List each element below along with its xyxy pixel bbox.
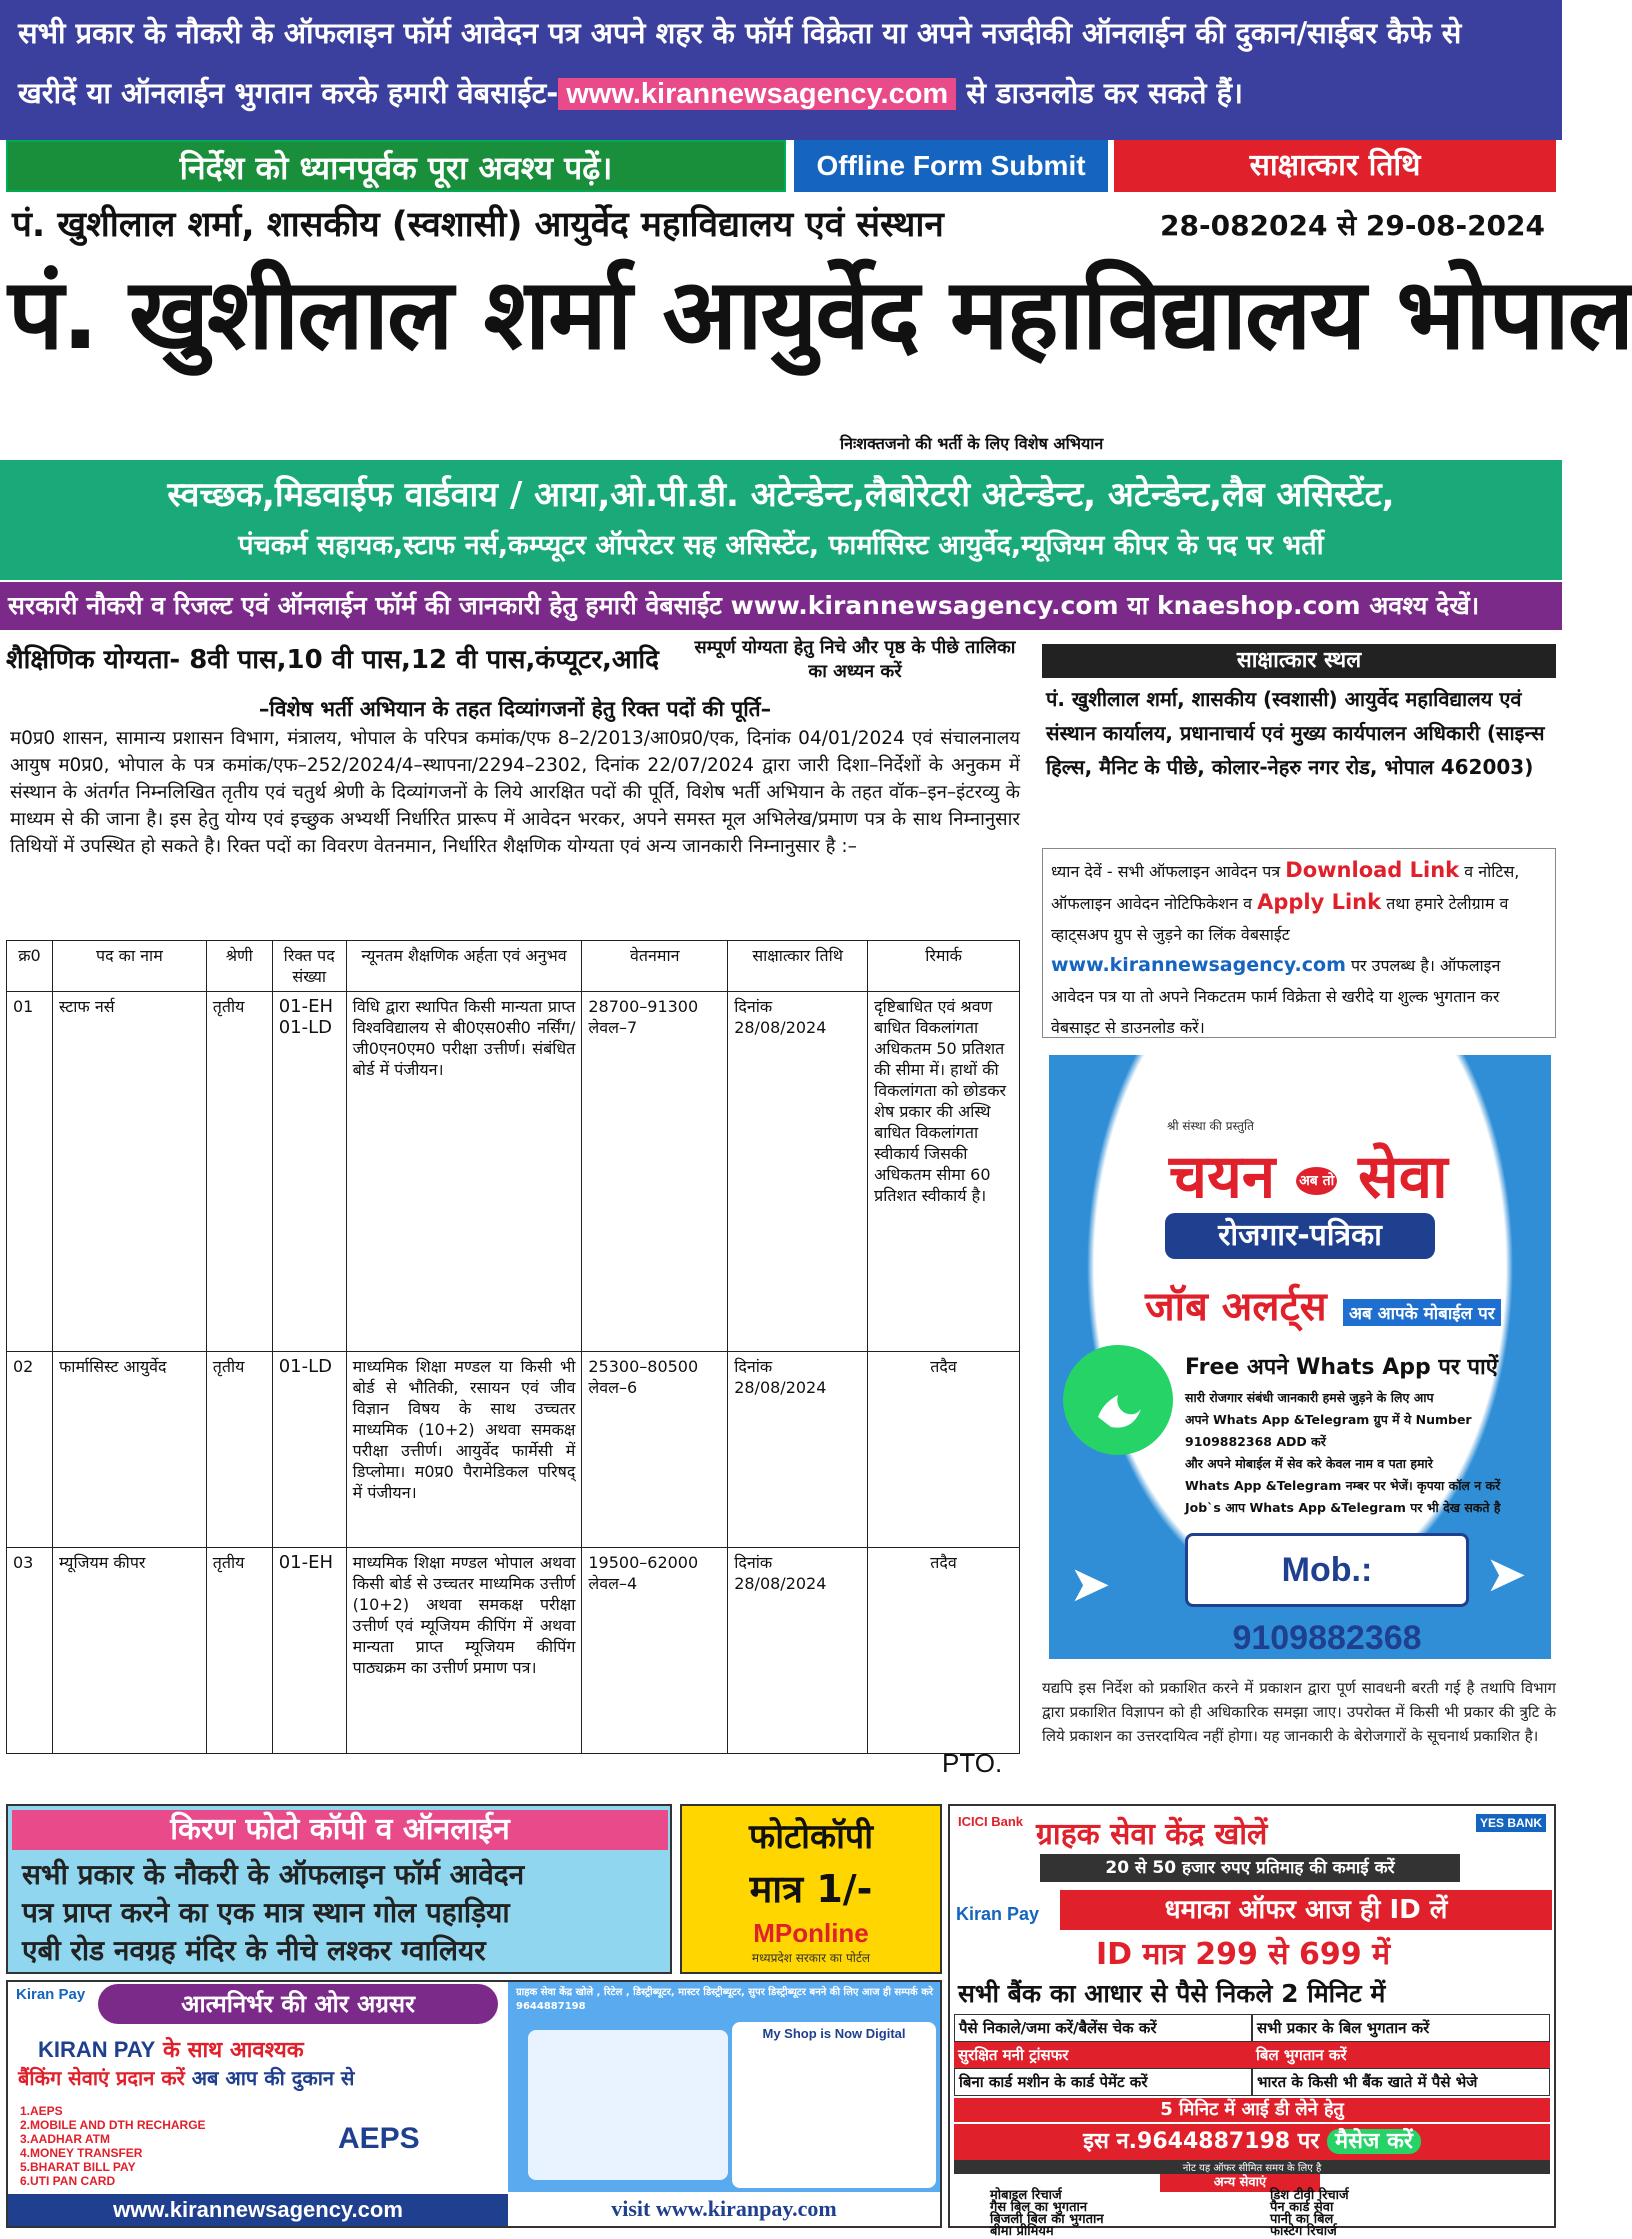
notice-body bbox=[10, 696, 1020, 860]
grahak-other-service: पैन कार्ड सेवा bbox=[1270, 2200, 1334, 2215]
qualification-note: सम्पूर्ण योग्यता हेतु निचे और पृष्ठ के पीछे तालिका का अध्यन करें bbox=[694, 637, 1016, 682]
table-cell-post: स्टाफ नर्स bbox=[52, 992, 206, 1352]
kiran-pay-ad bbox=[6, 1980, 942, 2228]
grahak-service: बिल भुगतान करें bbox=[1256, 2046, 1347, 2064]
atma-service: 2.MOBILE AND DTH RECHARGE bbox=[20, 2118, 206, 2132]
photocopy-ad-title: किरण फोटो कॉपी व ऑनलाईन bbox=[12, 1810, 668, 1850]
notice-website-link[interactable]: www.kirannewsagency.com bbox=[1051, 954, 1346, 976]
my-shop-digital: My Shop is Now Digital bbox=[762, 2026, 906, 2041]
phone-illustration bbox=[528, 2030, 728, 2180]
interview-date: 28-082024 से 29-08-2024 bbox=[1160, 209, 1546, 242]
chayan-desc: अपने Whats App &Telegram ग्रुप में ये Number 9109882368 ADD करें bbox=[1185, 1412, 1472, 1449]
table-header: रिक्त पद संख्या bbox=[272, 941, 346, 992]
download-link[interactable]: Download Link bbox=[1285, 858, 1460, 882]
chayan-desc: सारी रोजगार संबंधी जानकारी हमसे जुड़ने के लिए आप bbox=[1185, 1390, 1434, 1405]
table-cell-post: म्यूजियम कीपर bbox=[52, 1548, 206, 1754]
grahak-title: ग्राहक सेवा केंद्र खोलें bbox=[1036, 1817, 1268, 1852]
grahak-service: सभी प्रकार के बिल भुगतान करें bbox=[1252, 2014, 1550, 2042]
atma-line: अब आप की दुकान से bbox=[191, 2066, 355, 2090]
website-bar: सरकारी नौकरी व रिजल्ट एवं ऑनलाईन फॉर्म की जानकारी हेतु हमारी वेबसाईट www.kirannewsagency.com या knaeshop.com अवश्य देखें। bbox=[0, 582, 1562, 630]
grahak-id-price: ID मात्र 299 से 699 में bbox=[1096, 1937, 1391, 1972]
table-header: पद का नाम bbox=[52, 941, 206, 992]
grahak-aadhar: सभी बैंक का आधार से पैसे निकले 2 मिनिट में bbox=[958, 1979, 1386, 2008]
photocopy-label: फोटोकॉपी bbox=[749, 1817, 873, 1857]
grahak-offer: धमाका ऑफर आज ही ID लें bbox=[1060, 1890, 1552, 1930]
grahak-number: इस न.9644887198 पर bbox=[1083, 2129, 1320, 2154]
apply-link[interactable]: Apply Link bbox=[1257, 890, 1382, 914]
chayan-title-2: सेवा bbox=[1358, 1142, 1448, 1212]
table-cell-remark: तदैव bbox=[868, 1352, 1020, 1548]
photocopy-price-ad bbox=[680, 1804, 942, 1974]
grahak-service: सुरक्षित मनी ट्रांसफर bbox=[958, 2046, 1069, 2064]
banner-line-2 bbox=[18, 70, 1544, 117]
photocopy-ad-line: पत्र प्राप्त करने का एक मात्र स्थान गोल पहाड़िया bbox=[22, 1896, 510, 1929]
grahak-other-service: पानी का बिल bbox=[1270, 2212, 1334, 2227]
table-cell-date: दिनांक 28/08/2024 bbox=[728, 1548, 868, 1754]
notice-text: ध्यान देवें - सभी ऑफलाइन आवेदन पत्र bbox=[1051, 862, 1281, 881]
vacancy-table bbox=[6, 940, 1020, 1754]
table-cell-category: तृतीय bbox=[206, 1352, 272, 1548]
chayan-title-mid: अब तो bbox=[1296, 1167, 1337, 1195]
table-row bbox=[7, 992, 1020, 1352]
table-cell-pay: 19500–62000 लेवल–4 bbox=[582, 1548, 728, 1754]
grahak-service: बिना कार्ड मशीन के कार्ड पेमेंट करें bbox=[954, 2068, 1252, 2096]
grahak-message: मैसेज करें bbox=[1327, 2129, 1421, 2154]
top-banner bbox=[0, 0, 1562, 140]
interview-date-label: साक्षात्कार तिथि bbox=[1114, 140, 1556, 192]
atma-line: बैंकिंग सेवाएं प्रदान करें bbox=[18, 2066, 185, 2090]
grahak-five-min: 5 मिनिट में आई डी लेने हेतु bbox=[954, 2098, 1550, 2122]
kiran-pay-brand: Kiran Pay bbox=[16, 1986, 86, 2003]
grahak-other-service: बिजली बिल का भुगतान bbox=[990, 2212, 1104, 2227]
disclaimer: यद्यपि इस निर्देश को प्रकाशित करने में प्रकाशन द्वारा पूर्ण सावधनी बरती गई है तथापि विभाग द्वारा प्रकाशित विज्ञापन को ही अधिकारिक समझा जाए। उपरोक्त में किसी भी प्रकार की त्रुटि के लिये प्रकाशन का उत्तरदायित्व नहीं होगा। यह जानकारी के बेरोजगारों के सूचनार्थ प्रकाशित है। bbox=[1042, 1679, 1556, 1745]
table-cell-qualification: माध्यमिक शिक्षा मण्डल या किसी भी बोर्ड से भौतिकी, रसायन एवं जीव विज्ञान विषय के साथ उच्चतर माध्यमिक (10+2) अथवा समकक्ष परीक्षा उत्तीर्ण। आयुर्वेद फार्मेसी में डिप्लोमा। म0प्र0 पैरामेडिकल परिषद् में पंजीयन। bbox=[346, 1352, 582, 1548]
chayan-tag: श्री संस्था की प्रस्तुति bbox=[1167, 1119, 1254, 1133]
atma-service: 5.BHARAT BILL PAY bbox=[20, 2160, 136, 2174]
chayan-alerts: जॉब अलर्ट्स bbox=[1145, 1284, 1327, 1330]
table-cell-vacancy: 01-EH 01-LD bbox=[272, 992, 346, 1352]
grahak-other-service: गैस बिल का भुगतान bbox=[990, 2200, 1088, 2215]
chayan-seva-ad bbox=[1046, 1052, 1554, 1662]
banner-line-1: सभी प्रकार के नौकरी के ऑफलाइन फॉर्म आवेदन पत्र अपने शहर के फॉर्म विक्रेता या अपने नजदीकी ऑनलाईन की दुकान/साईबर कैफे से bbox=[18, 16, 1462, 50]
table-header: न्यूनतम शैक्षणिक अर्हता एवं अनुभव bbox=[346, 941, 582, 992]
table-cell-qualification: माध्यमिक शिक्षा मण्डल भोपाल अथवा किसी बोर्ड से उच्चतर माध्यमिक उत्तीर्ण (10+2) अथवा समकक्ष परीक्षा उत्तीर्ण एवं म्यूजियम कीपिंग में अथवा मान्यता प्राप्त म्यूजियम कीपिंग पाठ्यक्रम का उत्तीर्ण प्रमाण पत्र। bbox=[346, 1548, 582, 1754]
table-header-row bbox=[7, 941, 1020, 992]
venue-address: पं. खुशीलाल शर्मा, शासकीय (स्वशासी) आयुर्वेद महाविद्यालय एवं संस्थान कार्यालय, प्रधानाचार्य एवं मुख्य कार्यपालन अधिकारी (साइन्स हिल्स, मैनिट के पीछे, कोलार-नेहरु नगर रोड, भोपाल 462003) bbox=[1046, 687, 1545, 779]
table-cell-no: 03 bbox=[7, 1548, 53, 1754]
aeps-logo: AEPS bbox=[338, 2122, 420, 2155]
table-cell-pay: 28700–91300 लेवल–7 bbox=[582, 992, 728, 1352]
chayan-desc: Job`s आप Whats App &Telegram पर भी देख सकते है bbox=[1185, 1500, 1501, 1515]
venue-heading: साक्षात्कार स्थल bbox=[1042, 644, 1556, 678]
table-cell-post: फार्मासिस्ट आयुर्वेद bbox=[52, 1352, 206, 1548]
offline-form-submit-badge: Offline Form Submit bbox=[794, 140, 1108, 192]
atma-top-note: ग्राहक सेवा केंद्र खोले , रिटेल , डिस्ट्रीब्यूटर, मास्टर डिस्ट्रीब्यूटर, सुपर डिस्ट्रीब्यूटर बनने की लिए आज ही सम्पर्क करे 9644887198 bbox=[516, 1987, 933, 2012]
atma-service: 4.MONEY TRANSFER bbox=[20, 2146, 143, 2160]
grahak-other-service: बीमा प्रीमियम bbox=[990, 2224, 1054, 2239]
pto-label: PTO. bbox=[942, 1748, 1003, 1778]
kiranpay-visit-link[interactable]: visit www.kiranpay.com bbox=[508, 2192, 940, 2226]
grahak-seva-ad bbox=[948, 1804, 1556, 2239]
grahak-other-service: डिश टीवी रिचार्ज bbox=[1270, 2188, 1349, 2203]
chayan-mobile: Mob.: 9109882368 bbox=[1185, 1533, 1469, 1607]
table-cell-category: तृतीय bbox=[206, 1548, 272, 1754]
table-row bbox=[7, 1548, 1020, 1754]
posts-line-1: स्वच्छक,मिडवाईफ वार्डवाय / आया,ओ.पी.डी. अटेन्डेन्ट,लैबोरेटरी अटेन्डेन्ट, अटेन्डेन्ट,लैब असिस्टेंट, bbox=[167, 475, 1395, 515]
paper-plane-icon: ➤ bbox=[1069, 1555, 1111, 1613]
banner-line-2-pre: खरीदें या ऑनलाईन भुगतान करके हमारी वेबसाईट- bbox=[18, 76, 559, 110]
table-cell-no: 01 bbox=[7, 992, 53, 1352]
page-title: पं. खुशीलाल शर्मा आयुर्वेद महाविद्यालय भोपाल bbox=[8, 258, 1632, 372]
special-drive-note: निःशक्तजनो की भर्ती के लिए विशेष अभियान bbox=[840, 434, 1104, 453]
chayan-free: Free अपने Whats App पर पाऐं bbox=[1185, 1355, 1498, 1380]
mponline-logo: MPonline bbox=[753, 1918, 869, 1948]
whatsapp-icon bbox=[1063, 1345, 1173, 1455]
table-cell-remark: दृष्टिबाधित एवं श्रवण बाधित विकलांगता अधिकतम 50 प्रतिशत की सीमा में। हाथों की विकलांगता को छोडकर शेष प्रकार की अस्थि बाधित विकलांगता स्वीकार्य जिसकी अधिकतम सीमा 60 प्रतिशत स्वीकार्य है। bbox=[868, 992, 1020, 1352]
table-cell-category: तृतीय bbox=[206, 992, 272, 1352]
grahak-note: नोट यह ऑफर सीमित समय के लिए है bbox=[954, 2160, 1550, 2174]
posts-box bbox=[0, 460, 1562, 580]
attention-notice bbox=[1042, 848, 1556, 1038]
grahak-other-service: फास्टेग रिचार्ज bbox=[1270, 2224, 1337, 2239]
grahak-other-heading: अन्य सेवाएं bbox=[1160, 2174, 1320, 2192]
table-cell-vacancy: 01-LD bbox=[272, 1352, 346, 1548]
qualification-summary: शैक्षिणिक योग्यता- 8वी पास,10 वी पास,12 वी पास,कंप्यूटर,आदि bbox=[6, 645, 659, 675]
grahak-service: भारत के किसी भी बैंक खाते में पैसे भेजे bbox=[1252, 2068, 1550, 2096]
paper-plane-icon: ➤ bbox=[1485, 1545, 1527, 1603]
banner-line-2-post: से डाउनलोड कर सकते हैं। bbox=[966, 76, 1243, 110]
table-header: साक्षात्कार तिथि bbox=[728, 941, 868, 992]
photocopy-price: मात्र 1/- bbox=[749, 1867, 873, 1911]
kiran-pay-logo: Kiran Pay bbox=[956, 1904, 1040, 1924]
photocopy-ad-line: सभी प्रकार के नौकरी के ऑफलाइन फॉर्म आवेदन bbox=[22, 1858, 525, 1891]
notice-text: व नोटिस, ऑफलाइन आवेदन नोटिफिकेशन व bbox=[1051, 862, 1520, 913]
grahak-service: पैसे निकाले/जमा करें/बैलेंस चेक करें bbox=[954, 2014, 1252, 2042]
chayan-title-1: चयन bbox=[1169, 1142, 1276, 1212]
instruction-bar: निर्देश को ध्यानपूर्वक पूरा अवश्य पढ़ें। bbox=[6, 140, 786, 192]
grahak-other-service: मोबाइल रिचार्ज bbox=[990, 2188, 1062, 2203]
table-header: रिमार्क bbox=[868, 941, 1020, 992]
atma-website-link[interactable]: www.kirannewsagency.com bbox=[8, 2194, 508, 2226]
kiran-photocopy-ad bbox=[6, 1804, 672, 1974]
chayan-desc: और अपने मोबाईल में सेव करे केवल नाम व पता हमारे bbox=[1185, 1456, 1433, 1471]
table-header: क्र0 bbox=[7, 941, 53, 992]
yes-bank-logo: YES BANK bbox=[1476, 1814, 1546, 1832]
notice-text: पर उपलब्ध है। ऑफलाइन आवेदन पत्र या तो अपने निकटतम फार्म विक्रेता से खरीदे या शुल्क भुगतान कर वेबसाइट से डाउनलोड करें। bbox=[1051, 956, 1501, 1037]
notice-heading: –विशेष भर्ती अभियान के तहत दिव्यांगजनों हेतु रिक्त पदों की पूर्ति– bbox=[258, 697, 772, 721]
mponline-sub: मध्यप्रदेश सरकार का पोर्टल bbox=[751, 1951, 871, 1965]
atma-line: के साथ आवश्यक bbox=[163, 2038, 304, 2063]
institute-full-name: पं. खुशीलाल शर्मा, शासकीय (स्वशासी) आयुर्वेद महाविद्यालय एवं संस्थान bbox=[12, 205, 944, 245]
table-cell-date: दिनांक 28/08/2024 bbox=[728, 992, 868, 1352]
chayan-subtitle: रोजगार-पत्रिका bbox=[1165, 1213, 1435, 1259]
photocopy-ad-line: एबी रोड नवग्रह मंदिर के नीचे लश्कर ग्वालियर bbox=[22, 1934, 486, 1967]
table-cell-no: 02 bbox=[7, 1352, 53, 1548]
table-row bbox=[7, 1352, 1020, 1548]
grahak-earn: 20 से 50 हजार रुपए प्रतिमाह की कमाई करें bbox=[1040, 1854, 1460, 1882]
kiran-pay-name: KIRAN PAY bbox=[38, 2037, 156, 2062]
table-cell-remark: तदैव bbox=[868, 1548, 1020, 1754]
table-header: श्रेणी bbox=[206, 941, 272, 992]
table-cell-date: दिनांक 28/08/2024 bbox=[728, 1352, 868, 1548]
banner-url-link[interactable]: www.kirannewsagency.com bbox=[558, 78, 956, 110]
chayan-alerts-sub: अब आपके मोबाईल पर bbox=[1343, 1299, 1501, 1326]
atma-service: 6.UTI PAN CARD bbox=[20, 2174, 116, 2188]
atma-title: आत्मनिर्भर की ओर अग्रसर bbox=[98, 1984, 498, 2024]
atma-service: 3.AADHAR ATM bbox=[20, 2132, 110, 2146]
table-header: वेतनमान bbox=[582, 941, 728, 992]
notice-text: तथा हमारे टेलीग्राम व व्हाट्सअप ग्रुप से जुड़ने का लिंक वेबसाईट bbox=[1051, 894, 1509, 944]
chayan-desc: Whats App &Telegram नम्बर पर भेजें। कृपया कॉल न करें bbox=[1185, 1478, 1501, 1493]
atma-service: 1.AEPS bbox=[20, 2104, 63, 2118]
table-cell-qualification: विधि द्वारा स्थापित किसी मान्यता प्राप्त विश्वविद्यालय से बी0एस0सी0 नर्सिंग/ जी0एन0एम0 परीक्षा उत्तीर्ण। संबंधित बोर्ड में पंजीयन। bbox=[346, 992, 582, 1352]
posts-line-2: पंचकर्म सहायक,स्टाफ नर्स,कम्प्यूटर ऑपरेटर सह असिस्टेंट, फार्मासिस्ट आयुर्वेद,म्यूजियम कीपर के पद पर भर्ती bbox=[238, 530, 1324, 561]
table-cell-vacancy: 01-EH bbox=[272, 1548, 346, 1754]
icici-logo: ICICI Bank bbox=[958, 1814, 1024, 1829]
notice-paragraph: म0प्र0 शासन, सामान्य प्रशासन विभाग, मंत्रालय, भोपाल के परिपत्र कमांक/एफ 8–2/2013/आ0प्र0/एक, दिनांक 04/01/2024 एवं संचालनालय आयुष म0प्र0, भोपाल के पत्र कमांक/एफ–252/2024/4–स्थापना/2294–2302, दिनांक 22/07/2024 द्वारा जारी दिशा–निर्देशों के अनुकम में संस्थान के अंतर्गत निम्नलिखित तृतीय एवं चतुर्थ श्रेणी के दिव्यांगजनों के लिये आरक्षित पदों की पूर्ति, विशेष भर्ती अभियान के तहत वॉक–इन–इंटरव्यु के माध्यम से की जाना है। इस हेतु योग्य एवं इच्छुक अभ्यर्थी निर्धारित प्रारूप में आवेदन भरकर, अपने समस्त मूल अभिलेख/प्रमाण पत्र के साथ निम्नानुसार तिथियों में उपस्थित हो सकते है। रिक्त पदों का विवरण वेतनमान, निर्धारित शैक्षणिक योग्यता एवं अन्य जानकारी निम्नानुसार है :– bbox=[10, 728, 1020, 857]
table-cell-pay: 25300–80500 लेवल–6 bbox=[582, 1352, 728, 1548]
